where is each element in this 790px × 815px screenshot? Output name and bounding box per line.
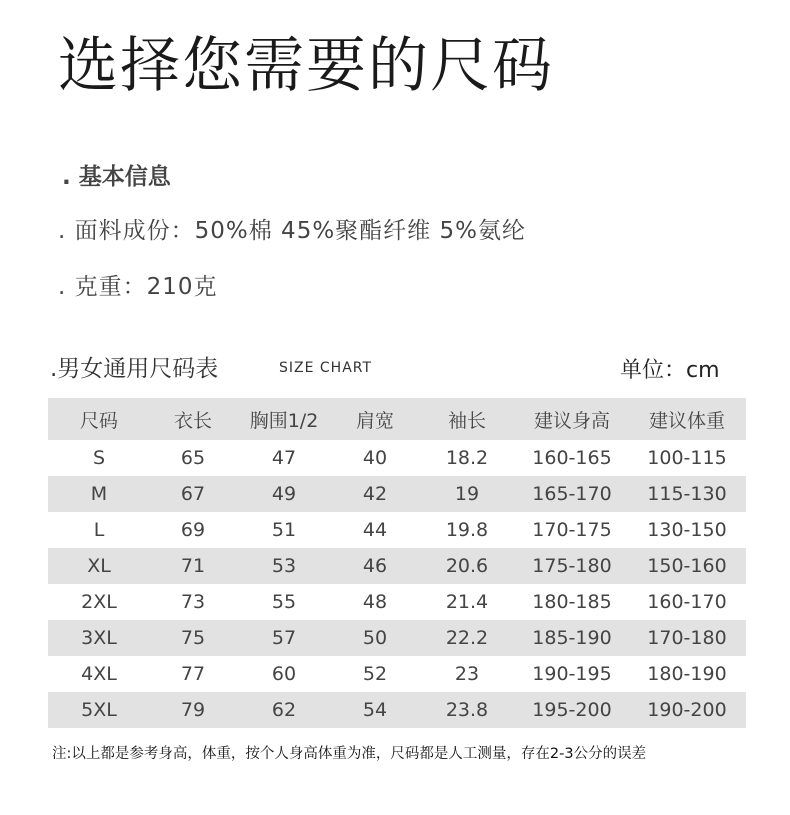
table-cell: 51 <box>271 519 297 541</box>
table-cell: 20.6 <box>445 555 489 577</box>
table-cell: 180-190 <box>647 663 727 685</box>
table-cell: XL <box>87 555 111 577</box>
table-cell: 65 <box>180 447 206 469</box>
table-cell: 75 <box>180 627 206 649</box>
table-cell: 190-195 <box>532 663 612 685</box>
column-header: 尺码 <box>79 409 118 432</box>
table-cell: 50 <box>362 627 388 649</box>
table-cell: 170-180 <box>647 627 727 649</box>
table-cell: 180-185 <box>532 591 612 613</box>
table-cell: 23.8 <box>445 699 489 721</box>
table-cell: 48 <box>362 591 388 613</box>
table-row <box>48 656 746 692</box>
table-cell: 18.2 <box>445 447 489 469</box>
table-cell: 55 <box>271 591 297 613</box>
unit-label: 单位：cm <box>620 358 720 383</box>
table-row <box>48 440 746 476</box>
table-cell: L <box>93 519 105 541</box>
table-cell: 54 <box>362 699 388 721</box>
table-cell: 53 <box>271 555 297 577</box>
table-row <box>48 584 746 620</box>
size-chart-subtitle: SIZE CHART <box>279 360 373 376</box>
table-row <box>48 512 746 548</box>
table-cell: 62 <box>271 699 297 721</box>
table-row <box>48 620 746 656</box>
table-cell: 190-200 <box>647 699 727 721</box>
table-cell: 49 <box>271 483 297 505</box>
table-cell: 21.4 <box>445 591 489 613</box>
table-cell: 57 <box>271 627 297 649</box>
column-header: 袖长 <box>447 409 486 432</box>
table-cell: 195-200 <box>532 699 612 721</box>
table-cell: 40 <box>362 447 388 469</box>
table-cell: 160-170 <box>647 591 727 613</box>
table-cell: 22.2 <box>445 627 489 649</box>
table-cell: 3XL <box>81 627 117 649</box>
table-cell: 42 <box>362 483 388 505</box>
table-cell: 5XL <box>81 699 117 721</box>
table-cell: 160-165 <box>532 447 612 469</box>
table-cell: 44 <box>362 519 388 541</box>
page-title: 选择您需要的尺码 <box>58 31 554 101</box>
table-cell: 73 <box>180 591 206 613</box>
size-chart-heading: .男女通用尺码表 <box>50 356 219 382</box>
table-cell: M <box>90 483 108 505</box>
size-table <box>48 398 746 728</box>
table-row <box>48 548 746 584</box>
table-cell: 67 <box>180 483 206 505</box>
table-row <box>48 476 746 512</box>
column-header: 肩宽 <box>355 409 394 432</box>
table-cell: 165-170 <box>532 483 612 505</box>
table-cell: 175-180 <box>532 555 612 577</box>
table-cell: 60 <box>271 663 297 685</box>
table-cell: 170-175 <box>532 519 612 541</box>
table-cell: 100-115 <box>647 447 727 469</box>
fabric-composition: . 面料成份：50%棉 45%聚酯纤维 5%氨纶 <box>58 218 526 244</box>
basic-info-heading: . 基本信息 <box>62 164 171 190</box>
table-cell: 69 <box>180 519 206 541</box>
table-cell: S <box>92 447 106 469</box>
table-cell: 23 <box>454 663 480 685</box>
measurement-note: 注:以上都是参考身高，体重，按个人身高体重为准，尺码都是人工测量，存在2-3公分的误差 <box>52 746 647 762</box>
table-row <box>48 692 746 728</box>
table-cell: 19 <box>454 483 480 505</box>
table-cell: 4XL <box>81 663 117 685</box>
table-cell: 47 <box>271 447 297 469</box>
table-cell: 130-150 <box>647 519 727 541</box>
column-header: 衣长 <box>173 409 212 432</box>
fabric-weight: . 克重：210克 <box>58 274 218 300</box>
table-cell: 115-130 <box>647 483 727 505</box>
table-cell: 79 <box>180 699 206 721</box>
table-cell: 185-190 <box>532 627 612 649</box>
column-header: 建议体重 <box>648 409 725 432</box>
column-header: 建议身高 <box>533 409 610 432</box>
table-cell: 19.8 <box>445 519 489 541</box>
column-header: 胸围1/2 <box>249 409 319 432</box>
table-cell: 77 <box>180 663 206 685</box>
table-header-row <box>48 398 746 440</box>
table-cell: 52 <box>362 663 388 685</box>
table-cell: 46 <box>362 555 388 577</box>
table-cell: 71 <box>180 555 206 577</box>
table-cell: 150-160 <box>647 555 727 577</box>
table-cell: 2XL <box>81 591 117 613</box>
